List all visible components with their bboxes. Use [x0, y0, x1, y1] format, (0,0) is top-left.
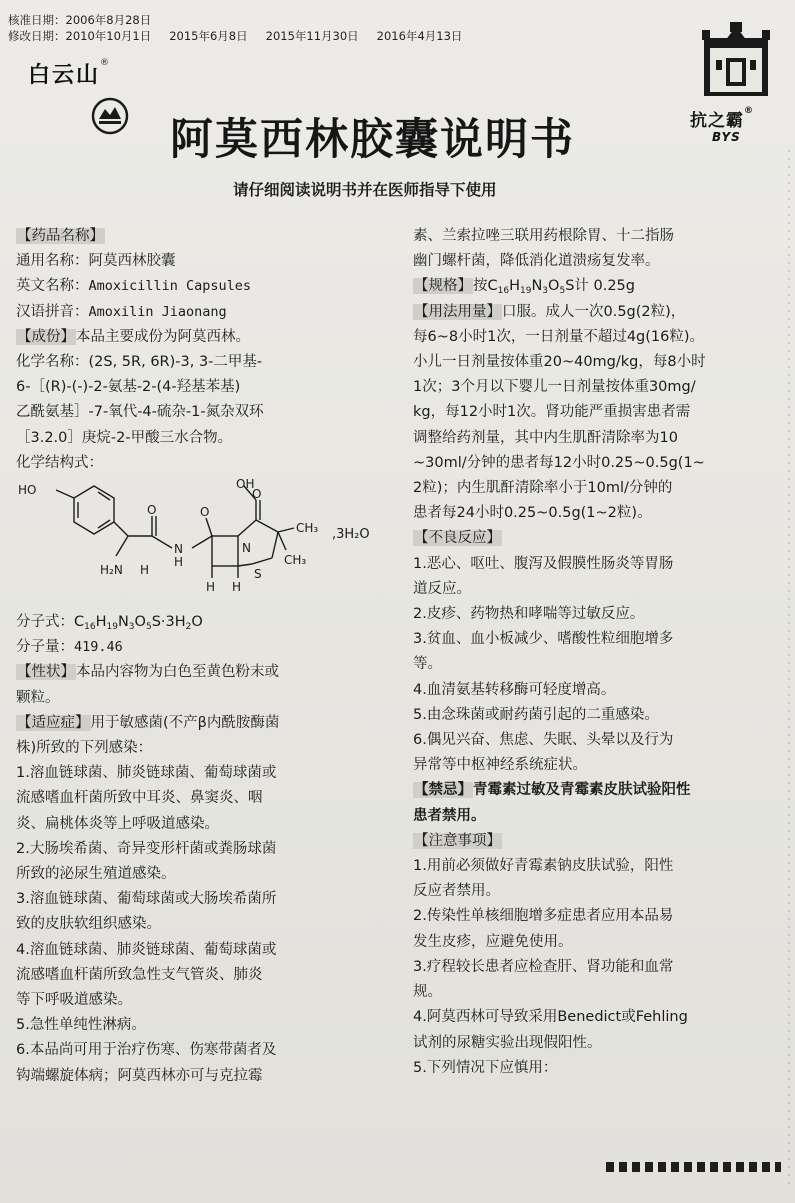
chemical-name-line: ［3.2.0］庚烷-2-甲酸三水合物。: [16, 429, 233, 446]
indication-item: 幽门螺杆菌，降低消化道溃疡复发率。: [413, 253, 660, 270]
trihydrate-label: ,3H₂O: [332, 527, 370, 543]
chemical-name-line: 化学名称：(2S, 5R, 6R)-3, 3-二甲基-: [16, 354, 263, 371]
formula-text: 分子式：C: [16, 614, 85, 631]
carboxyl-oh-label: OH: [236, 478, 255, 492]
ingredients-text: 本品主要成份为阿莫西林。: [76, 328, 250, 345]
dosage-line: [413, 300, 783, 325]
indication-item: 5.急性单纯性淋病。: [16, 1017, 146, 1034]
contraindications-line: 患者禁用。: [413, 807, 486, 824]
adverse-reactions-heading: 【不良反应】: [414, 530, 501, 547]
structure-label: 化学结构式：: [16, 454, 103, 471]
precaution-item: 2.传染性单核细胞增多症患者应用本品易: [413, 908, 674, 925]
left-column: [16, 224, 394, 1089]
spec-subscript: 3: [542, 286, 549, 297]
indications-line: 株)所致的下列感染：: [16, 740, 153, 757]
methyl-label: CH₃: [296, 521, 319, 536]
spec-text: S计 0.25g: [565, 278, 635, 295]
ring-hydrogen-label: H: [232, 580, 242, 595]
amide-nitrogen-label: N: [174, 542, 183, 557]
alpha-hydrogen-label: H: [140, 563, 150, 578]
formula-text: S·3H: [151, 614, 186, 631]
spec-subscript: 16: [497, 286, 510, 297]
molecular-weight-label: 分子量：: [16, 639, 74, 656]
dosage-line: 每6~8小时1次，一日剂量不超过4g(16粒)。: [413, 328, 705, 345]
spec-text: 按C: [473, 278, 498, 295]
formula-subscript: 3: [128, 622, 135, 633]
indications-heading: 【适应症】: [17, 714, 90, 731]
kangzhiba-logo: [690, 18, 782, 148]
kangzhiba-name: [690, 106, 754, 131]
molecular-weight: 419.46: [74, 639, 123, 656]
drug-name-heading: 【药品名称】: [17, 228, 104, 244]
approval-date-label: 核准日期：: [8, 13, 66, 27]
precaution-item: 规。: [413, 984, 442, 1001]
precaution-item: 4.阿莫西林可导致采用Benedict或Fehling: [413, 1009, 688, 1026]
ring-nitrogen-label: N: [242, 541, 251, 556]
adverse-reaction-item: 3.贫血、血小板减少、嗜酸性粒细胞增多: [413, 631, 674, 648]
contraindications-heading: 【禁忌】: [414, 782, 472, 799]
margin-scale-marks: [786, 150, 792, 1190]
precaution-item: 反应者禁用。: [413, 883, 500, 900]
molecular-formula-line: [16, 610, 394, 635]
english-name-label: 英文名称：: [16, 278, 89, 295]
indication-item: 致的皮肤软组织感染。: [16, 916, 161, 933]
contraindications-text: 青霉素过敏及青霉素皮肤试验阳性: [473, 782, 691, 799]
adverse-reaction-item: 6.偶见兴奋、焦虑、失眠、头晕以及行为: [413, 732, 674, 749]
dosage-line: ~30ml/分钟的患者每12小时0.25~0.5g(1~: [413, 454, 705, 471]
revision-date: 2015年11月30日: [265, 29, 359, 43]
precautions-heading: 【注意事项】: [414, 832, 501, 849]
adverse-reaction-item: 1.恶心、呕吐、腹泻及假膜性肠炎等胃肠: [413, 555, 674, 572]
indication-item: 钩端螺旋体病；阿莫西林亦可与克拉霉: [16, 1067, 263, 1084]
fortress-logo-icon: [690, 18, 782, 106]
description-line: 颗粒。: [16, 689, 60, 706]
sulfur-label: S: [254, 567, 262, 582]
company-emblem-icon: [90, 96, 130, 136]
adverse-reaction-item: 5.由念珠菌或耐药菌引起的二重感染。: [413, 706, 659, 723]
formula-subscript: 19: [106, 622, 118, 633]
molecular-weight-line: [16, 635, 394, 660]
baiyunshan-logo-text: 白云山: [28, 63, 101, 88]
kangzhiba-name-text: 抗之霸: [690, 111, 744, 131]
dosage-line: 小儿一日剂量按体重20~40mg/kg，每8小时: [413, 354, 706, 371]
bottom-dashed-bar: [606, 1162, 781, 1172]
formula-text: O: [134, 614, 146, 631]
precaution-item: 试剂的尿糖实验出现假阳性。: [413, 1034, 602, 1051]
adverse-reaction-item: 等。: [413, 656, 442, 673]
precaution-item: 发生皮疹，应避免使用。: [413, 933, 573, 950]
formula-text: N: [117, 614, 129, 631]
section-drug-name-heading: [16, 224, 394, 249]
dates-block: [8, 12, 462, 44]
dosage-line: kg，每12小时1次。肾功能严重损害患者需: [413, 404, 691, 421]
amide-hydrogen-label: H: [174, 555, 184, 570]
registered-mark: ®: [744, 106, 754, 116]
specification-line: [413, 274, 783, 299]
precautions-heading-line: [413, 829, 783, 854]
indication-item: 素、兰索拉唑三联用药根除胃、十二指肠: [413, 228, 674, 244]
formula-subscript: 16: [84, 622, 96, 633]
carboxyl-oxygen-label: O: [252, 487, 262, 502]
page-title: 阿莫西林胶囊说明书: [170, 115, 575, 165]
revision-date: 2010年10月1日: [65, 29, 152, 43]
revision-dates-line: [8, 28, 462, 44]
specification-heading: 【规格】: [414, 278, 472, 295]
indication-item: 1.溶血链球菌、肺炎链球菌、葡萄球菌或: [16, 765, 277, 782]
revision-date-label: 修改日期：: [8, 29, 66, 43]
bys-mark: BYS: [712, 130, 741, 144]
precaution-item: 5.下列情况下应慎用：: [413, 1059, 558, 1076]
contraindications-line: [413, 778, 783, 803]
description-line: [16, 660, 394, 685]
description-heading: 【性状】: [17, 664, 75, 681]
indications-line: [16, 711, 394, 736]
adverse-reactions-heading-line: [413, 526, 783, 551]
spec-text: H: [509, 278, 520, 295]
indication-item: 所致的泌尿生殖道感染。: [16, 866, 176, 883]
lactam-oxygen-label: O: [200, 505, 210, 520]
approval-date-line: [8, 12, 462, 28]
pinyin-name: Amoxilin Jiaonang: [88, 303, 227, 320]
dosage-line: 调整给药剂量，其中内生肌酐清除率为10: [413, 429, 678, 446]
amide-oxygen-label: O: [147, 503, 157, 518]
chemical-structure: [16, 478, 386, 608]
english-name-line: [16, 274, 394, 299]
spec-subscript: 19: [519, 286, 532, 297]
ingredients-line: [16, 325, 394, 350]
english-name: Amoxicillin Capsules: [88, 278, 252, 295]
indication-item: 流感嗜血杆菌所致急性支气管炎、肺炎: [16, 966, 263, 983]
description-text: 本品内容物为白色至黄色粉末或: [76, 664, 279, 681]
right-column: [413, 224, 783, 1081]
approval-date: 2006年8月28日: [65, 13, 152, 27]
spec-text: O: [548, 278, 560, 295]
generic-name-line: 通用名称：阿莫西林胶囊: [16, 253, 176, 270]
dosage-line: 1次；3个月以下婴儿一日剂量按体重30mg/: [413, 379, 696, 396]
formula-text: O: [191, 614, 203, 631]
formula-text: H: [95, 614, 107, 631]
adverse-reaction-item: 道反应。: [413, 580, 471, 597]
indication-item: 2.大肠埃希菌、奇异变形杆菌或粪肠球菌: [16, 840, 277, 857]
dosage-line: 患者每24小时0.25~0.5g(1~2粒)。: [413, 505, 652, 522]
amino-label: H₂N: [100, 563, 123, 578]
baiyunshan-logo: [28, 58, 132, 92]
chemical-name-line: 6-［(R)-(-)-2-氨基-2-(4-羟基苯基): [16, 379, 241, 396]
adverse-reaction-item: 2.皮疹、药物热和哮喘等过敏反应。: [413, 606, 645, 623]
spec-text: N: [531, 278, 543, 295]
chemical-name-line: 乙酰氨基］-7-氧代-4-硫杂-1-氮杂双环: [16, 404, 264, 421]
adverse-reaction-item: 4.血清氨基转移酶可轻度增高。: [413, 681, 616, 698]
spec-subscript: 5: [559, 286, 566, 297]
dosage-line: 2粒)；内生肌酐清除率小于10ml/分钟的: [413, 480, 673, 497]
hydroxyl-label: HO: [18, 483, 37, 498]
dosage-text: 口服。成人一次0.5g(2粒)，: [502, 303, 686, 320]
formula-subscript: 2: [185, 622, 192, 633]
pinyin-label: 汉语拼音：: [16, 303, 89, 320]
page-subtitle: 请仔细阅读说明书并在医师指导下使用: [233, 181, 497, 199]
precaution-item: 1.用前必须做好青霉素钠皮肤试验，阳性: [413, 858, 674, 875]
indication-item: 3.溶血链球菌、葡萄球菌或大肠埃希菌所: [16, 891, 277, 908]
formula-subscript: 5: [145, 622, 152, 633]
revision-date: 2016年4月13日: [376, 29, 463, 43]
indications-text: 用于敏感菌(不产β内酰胺酶菌: [90, 714, 280, 731]
indication-item: 4.溶血链球菌、肺炎链球菌、葡萄球菌或: [16, 941, 277, 958]
revision-date: 2015年6月8日: [169, 29, 248, 43]
methyl-label: CH₃: [284, 553, 307, 568]
indication-item: 等下呼吸道感染。: [16, 992, 132, 1009]
registered-mark: ®: [100, 58, 110, 68]
dosage-heading: 【用法用量】: [414, 303, 501, 320]
adverse-reaction-item: 异常等中枢神经系统症状。: [413, 757, 587, 774]
ring-hydrogen-label: H: [206, 580, 216, 595]
indication-item: 流感嗜血杆菌所致中耳炎、鼻窦炎、咽: [16, 790, 263, 807]
pinyin-line: [16, 300, 394, 325]
ingredients-heading: 【成份】: [17, 328, 75, 345]
indication-item: 炎、扁桃体炎等上呼吸道感染。: [16, 815, 219, 832]
indication-item: 6.本品尚可用于治疗伤寒、伤寒带菌者及: [16, 1042, 277, 1059]
amoxicillin-structure-diagram: [16, 478, 386, 608]
precaution-item: 3.疗程较长患者应检查肝、肾功能和血常: [413, 958, 674, 975]
